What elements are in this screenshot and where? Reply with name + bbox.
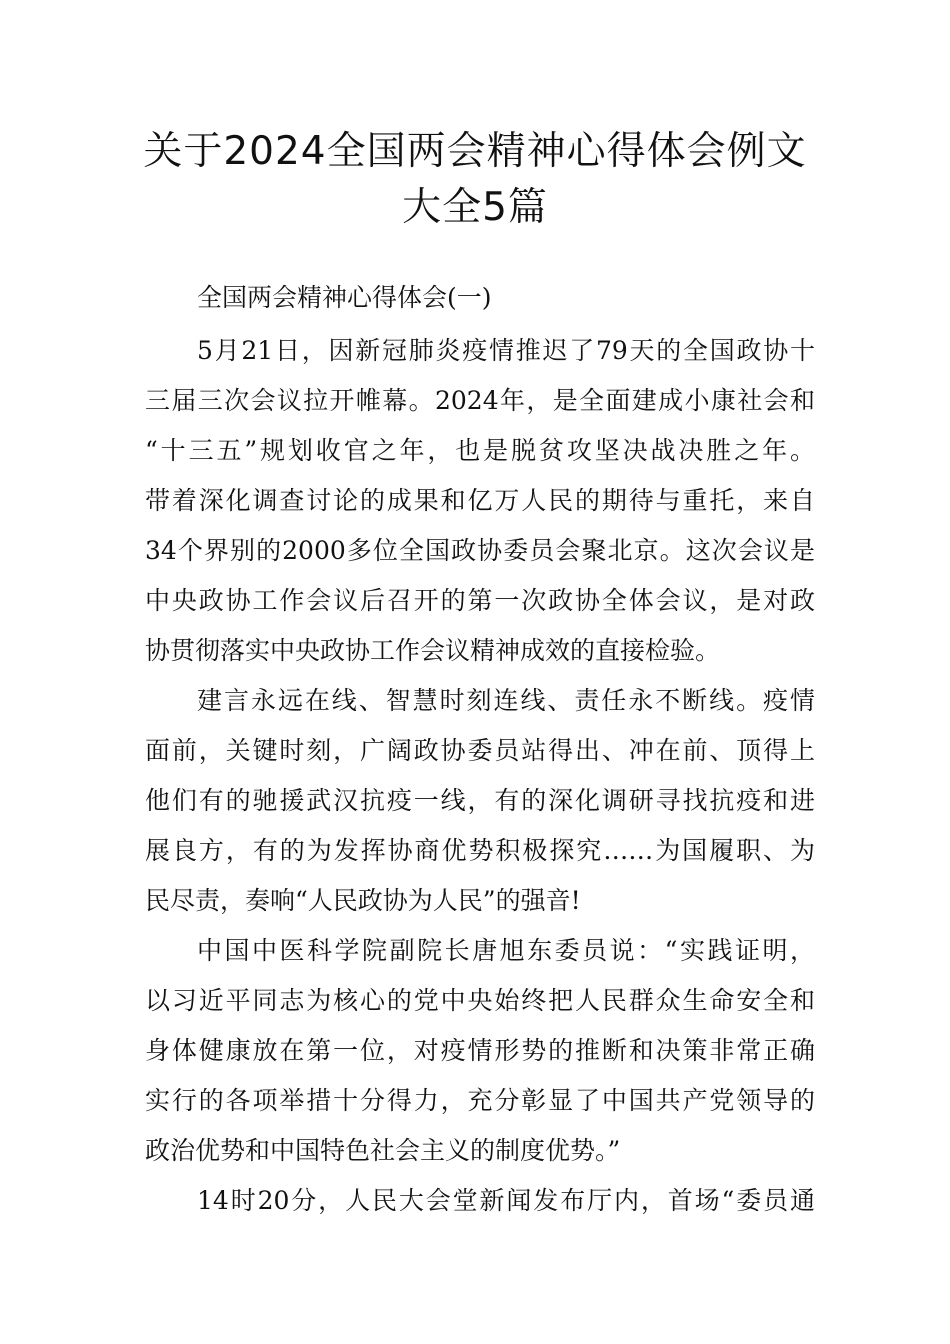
body-line: 实行的各项举措十分得力，充分彰显了中国共产党领导的 — [145, 1086, 815, 1115]
body-line: 5月21日，因新冠肺炎疫情推迟了79天的全国政协十 — [197, 336, 815, 365]
body-line: 面前，关键时刻，广阔政协委员站得出、冲在前、顶得上 — [145, 736, 815, 765]
body-line: 带着深化调查讨论的成果和亿万人民的期待与重托，来自 — [145, 486, 815, 515]
document-title — [120, 124, 830, 236]
body-line: 他们有的驰援武汉抗疫一线，有的深化调研寻找抗疫和进 — [145, 786, 815, 815]
body-line: 身体健康放在第一位，对疫情形势的推断和决策非常正确 — [145, 1036, 815, 1065]
section-heading: 全国两会精神心得体会(一) — [197, 283, 492, 312]
body-line: 民尽责，奏响“人民政协为人民”的强音! — [145, 886, 581, 915]
body-line: 协贯彻落实中央政协工作会议精神成效的直接检验。 — [145, 636, 721, 665]
title-line-2: 大全5篇 — [402, 185, 548, 230]
body-line: 建言永远在线、智慧时刻连线、责任永不断线。疫情 — [197, 686, 815, 715]
body-line: 中国中医科学院副院长唐旭东委员说：“实践证明， — [197, 936, 815, 965]
body-line: 34个界别的2000多位全国政协委员会聚北京。这次会议是 — [145, 536, 815, 565]
body-line: 展良方，有的为发挥协商优势积极探究……为国履职、为 — [145, 836, 815, 865]
body-line: “十三五”规划收官之年，也是脱贫攻坚决战决胜之年。 — [145, 436, 815, 465]
body-line: 14时20分，人民大会堂新闻发布厅内，首场“委员通 — [197, 1186, 815, 1215]
body-line: 三届三次会议拉开帷幕。2024年，是全面建成小康社会和 — [145, 386, 815, 415]
body-line: 中央政协工作会议后召开的第一次政协全体会议，是对政 — [145, 586, 815, 615]
body-line: 以习近平同志为核心的党中央始终把人民群众生命安全和 — [145, 986, 815, 1015]
title-line-1: 关于2024全国两会精神心得体会例文 — [143, 129, 807, 174]
body-line: 政治优势和中国特色社会主义的制度优势。” — [145, 1136, 621, 1165]
